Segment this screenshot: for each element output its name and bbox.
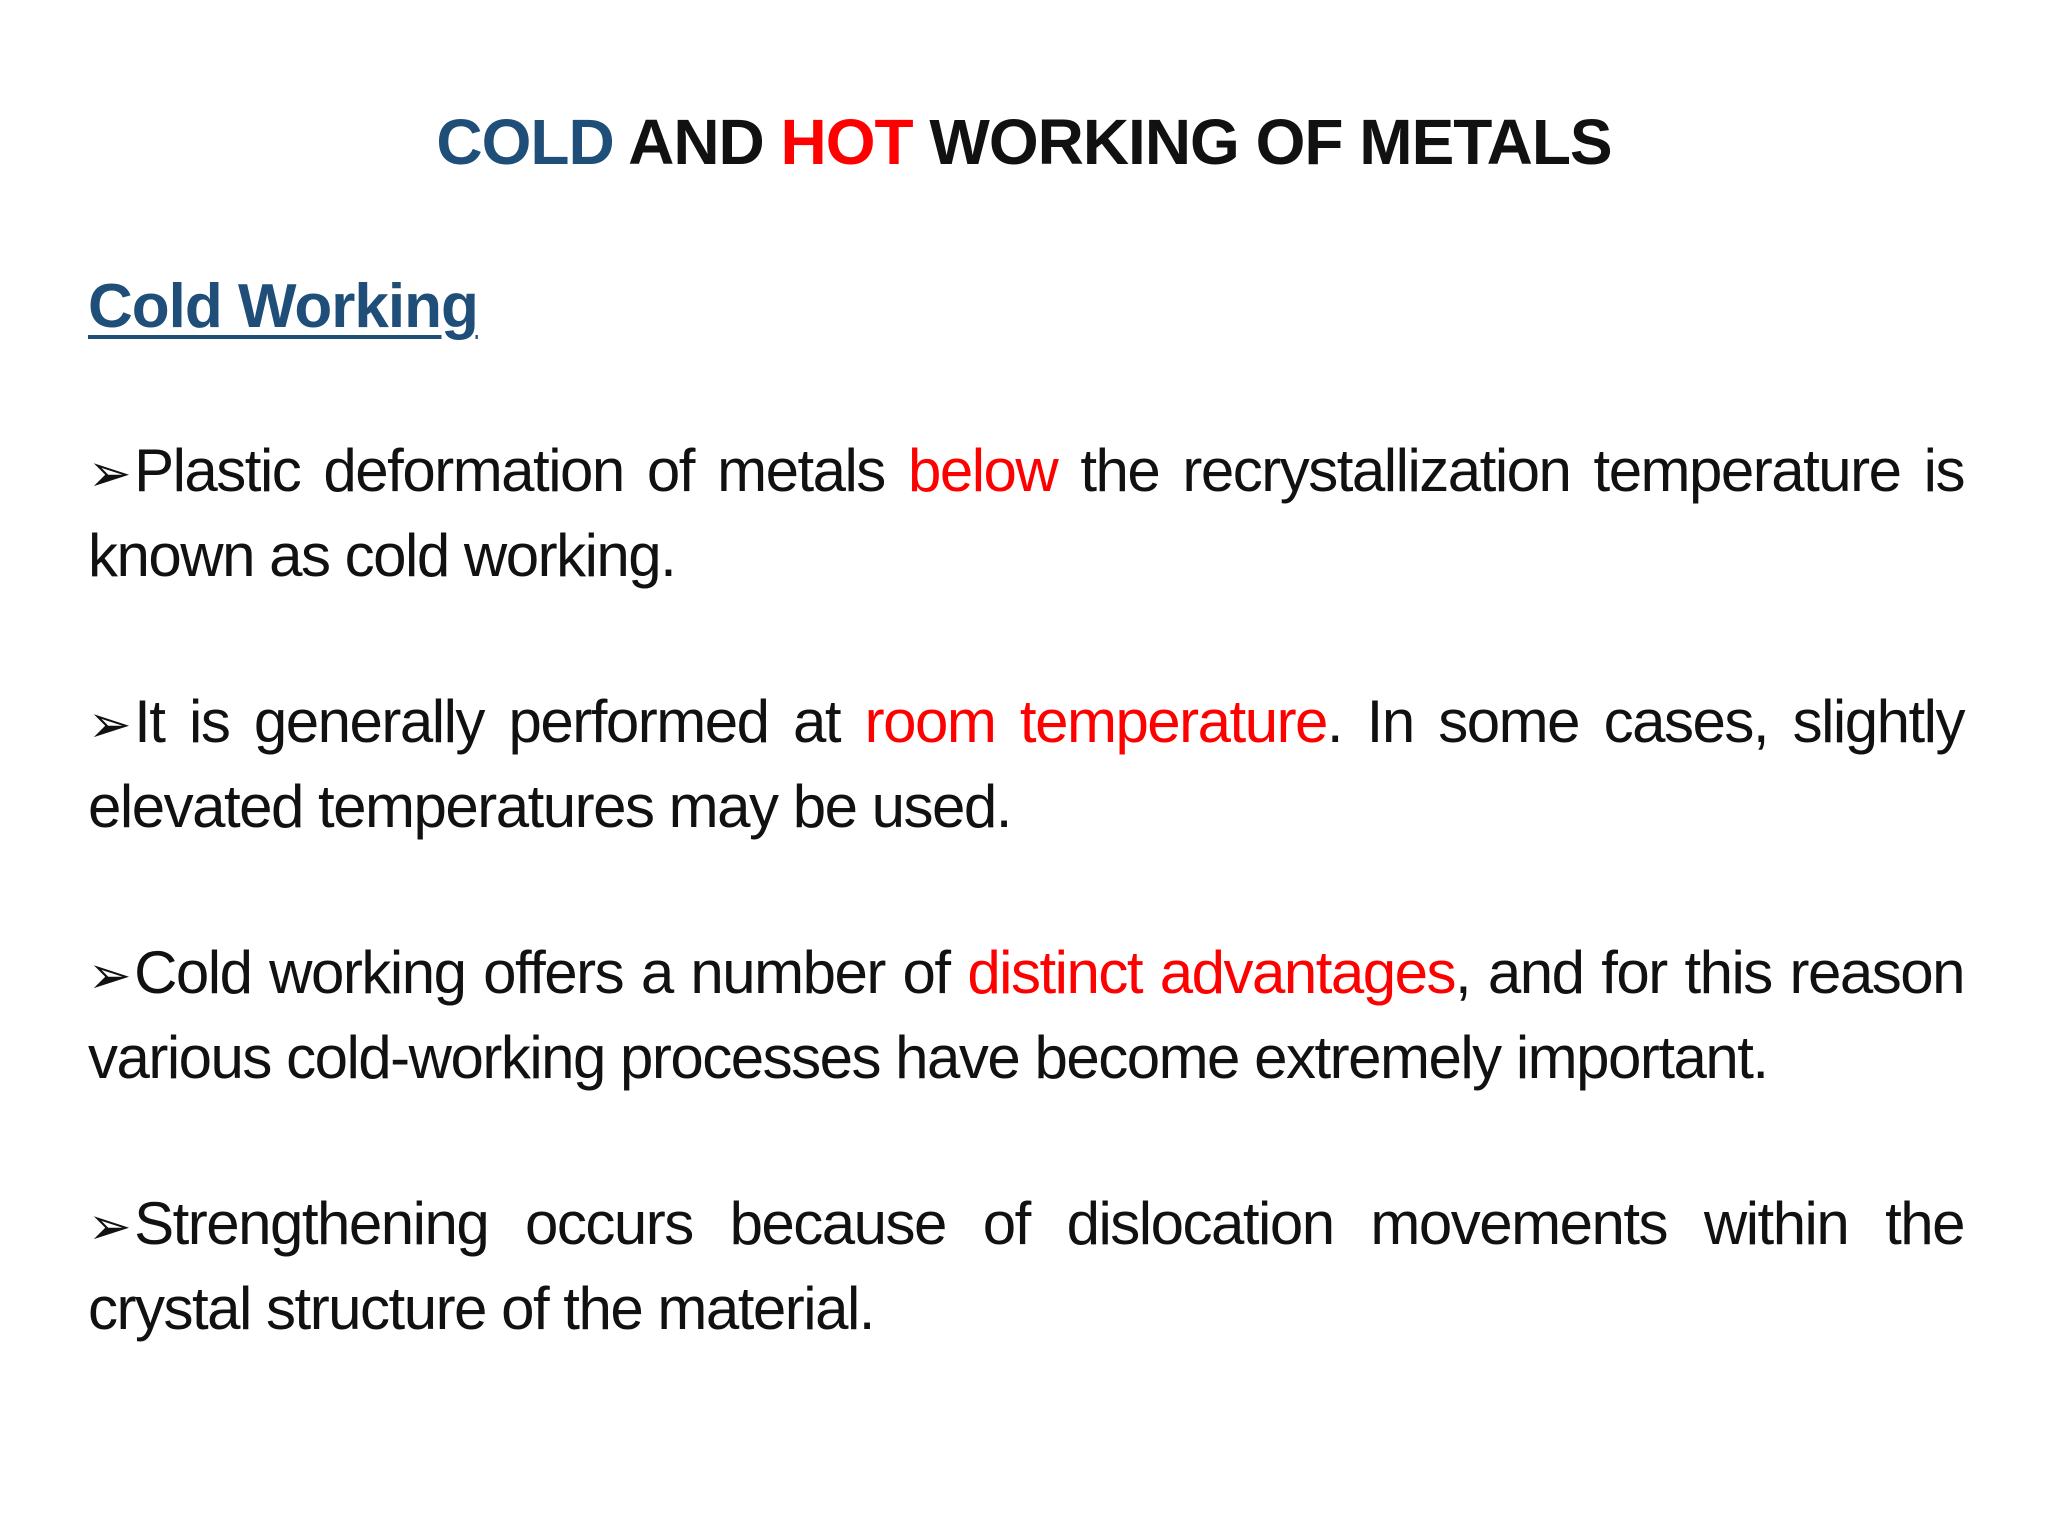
- bullet-highlight: below: [907, 437, 1058, 504]
- bullet-text-after: the recrystallization temperature is known as cold working.: [88, 437, 1964, 589]
- arrowhead-bullet-icon: ➢: [88, 946, 131, 1006]
- bullet-item-2: [88, 681, 1964, 848]
- bullet-highlight: room temperature: [864, 688, 1327, 755]
- bullet-item-3: [88, 932, 1964, 1099]
- arrowhead-bullet-icon: ➢: [88, 1197, 131, 1257]
- title-word-hot: HOT: [780, 106, 913, 178]
- title-word-cold: COLD: [436, 106, 614, 178]
- bullet-text-before: Cold working offers a number of: [134, 939, 968, 1006]
- bullet-item-4: [88, 1183, 1964, 1350]
- bullet-highlight: distinct advantages: [967, 939, 1456, 1006]
- bullet-list: [88, 430, 1964, 1434]
- bullet-item-1: [88, 430, 1964, 597]
- arrowhead-bullet-icon: ➢: [88, 444, 131, 504]
- section-heading: Cold Working: [88, 272, 478, 341]
- bullet-text-after: . In some cases, slightly elevated temperatures may be used.: [88, 688, 1964, 840]
- bullet-text-before: Plastic deformation of metals: [134, 437, 908, 504]
- bullet-text-before: Strengthening occurs because of dislocation movements within the crystal structure of the material.: [88, 1190, 1964, 1342]
- bullet-text-after: , and for this reason various cold-working processes have become extremely important.: [88, 939, 1964, 1091]
- title-rest: WORKING OF METALS: [912, 106, 1612, 178]
- bullet-text-before: It is generally performed at: [134, 688, 865, 755]
- title-word-and: AND: [613, 106, 781, 178]
- slide-title: [0, 104, 2048, 180]
- arrowhead-bullet-icon: ➢: [88, 695, 131, 755]
